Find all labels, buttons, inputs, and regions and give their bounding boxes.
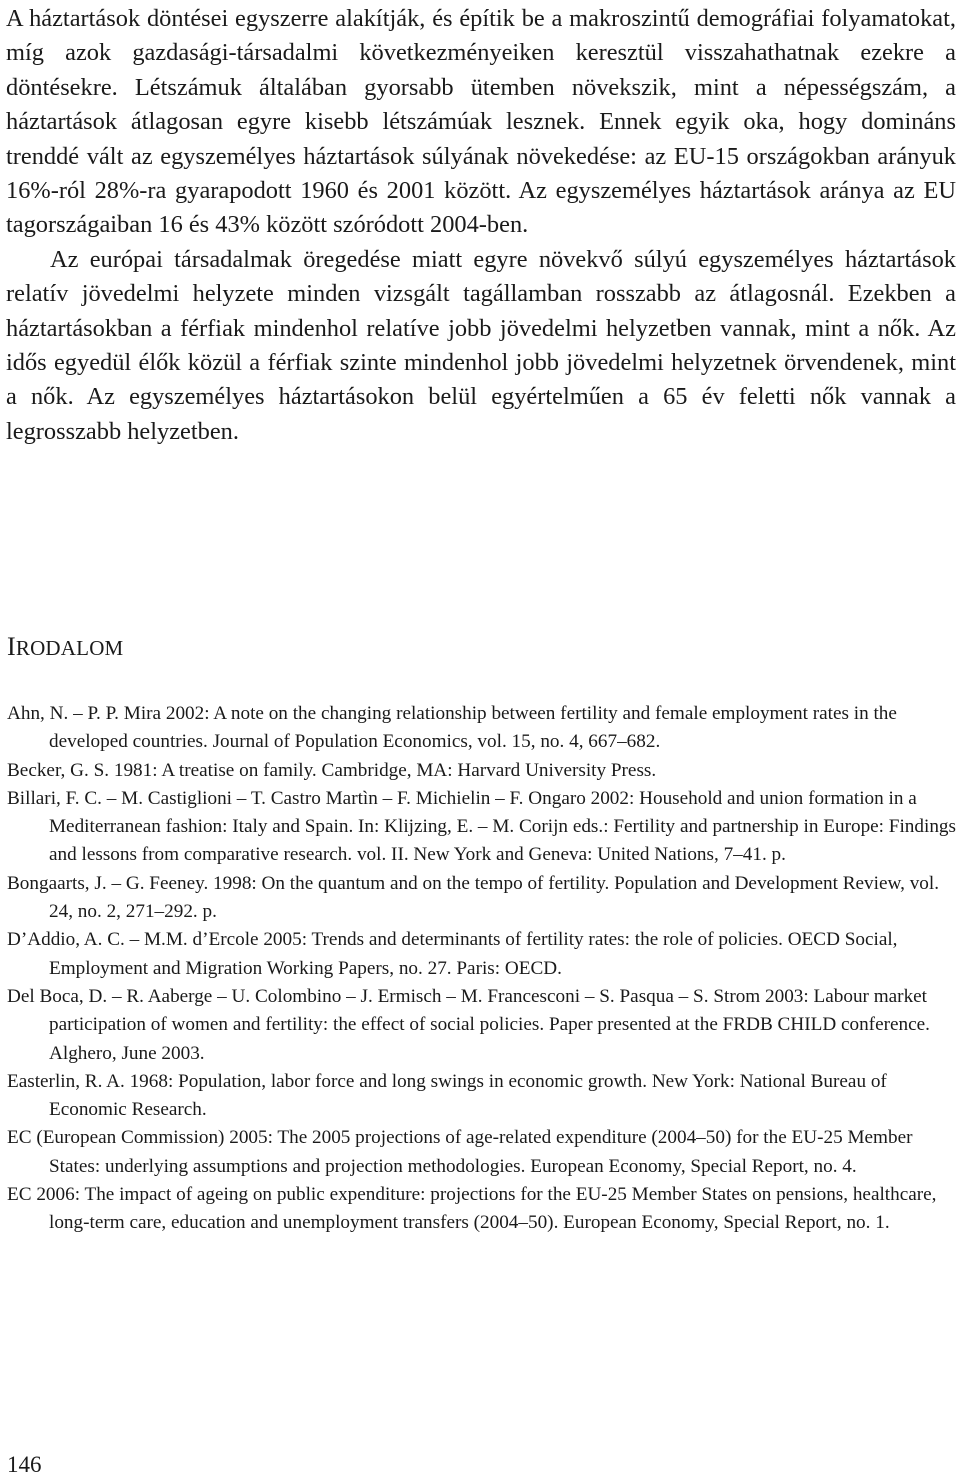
reference-item: Becker, G. S. 1981: A treatise on family. Cambridge, MA: Harvard University Press. <box>7 759 657 781</box>
reference-item: EC (European Commission) 2005: The 2005 projections of age-related expenditure (2004–50) for the EU-25 Member States: underlying assumptions and projection methodologies. European Economy, Special Report, no. 4. <box>7 1127 913 1177</box>
paragraph-ageing: Az európai társadalmak öregedése miatt egyre növekvő súlyú egyszemélyes háztartások relatív jövedelmi helyzete minden vizsgált tagállamban rosszabb az átlagosnál. Ezekben a háztartásokban a férfiak mindenhol relatíve jobb jövedelmi helyzetben vannak, mint a nők. Az idős egyedül élők közül a férfiak szinte mindenhol jobb jövedelmi helyzetnek örvendenek, mint a nők. Az egyszemélyes háztartásokon belül egyértelműen a 65 év feletti nők vannak a legrosszabb helyzetben. <box>6 245 956 445</box>
reference-item: Ahn, N. – P. P. Mira 2002: A note on the changing relationship between fertility and female employment rates in the developed countries. Journal of Population Economics, vol. 15, no. 4, 667–682. <box>7 703 897 753</box>
reference-item: Bongaarts, J. – G. Feeney. 1998: On the quantum and on the tempo of fertility. Population and Development Review, vol. 24, no. 2, 271–292. p. <box>7 872 940 923</box>
reference-item: EC 2006: The impact of ageing on public expenditure: projections for the EU-25 Member States on pensions, healthcare, long-term care, education and unemployment transfers (2004–50). European Economy, Special Report, no. 1. <box>7 1184 937 1234</box>
reference-item: Easterlin, R. A. 1968: Population, labor force and long swings in economic growth. New York: National Bureau of Economic Research. <box>7 1070 887 1121</box>
reference-item: Billari, F. C. – M. Castiglioni – T. Castro Martìn – F. Michielin – F. Ongaro 2002: Household and union formation in a Mediterranean fashion: Italy and Spain. In: Klijzing, E. – M. Corijn eds.: Fertility and partnership in Europe: Findings and lessons from comparative research. vol. II. New York and Geneva: United Nations, 7–41. p. <box>7 787 956 866</box>
heading-initial: I <box>7 632 16 661</box>
reference-item: D’Addio, A. C. – M.M. d’Ercole 2005: Trends and determinants of fertility rates: the role of policies. OECD Social, Employment and Migration Working Papers, no. 27. Paris: OECD. <box>7 929 898 979</box>
paragraph-households: A háztartások döntései egyszerre alakítják, és építik be a makroszintű demográfiai folyamatokat, míg azok gazdasági-társadalmi következményeiken keresztül visszahathatnak ezekre a döntésekre. Létszámuk általában gyorsabb ütemben növekszik, mint a népességszám, a háztartások átlagosan egyre kisebb létszámúak lesznek. Ennek egyik oka, hogy domináns trenddé vált az egyszemélyes háztartások súlyának növekedése: az EU-15 országokban arányuk 16%-ról 28%-ra gyarapodott 1960 és 2001 között. Az egyszemélyes háztartások aránya az EU tagországaiban 16 és 43% között szóródott 2004-ben. <box>6 5 956 239</box>
body-text <box>6 2 956 449</box>
heading-rest: RODALOM <box>15 636 124 660</box>
reference-item: Del Boca, D. – R. Aaberge – U. Colombino – J. Ermisch – M. Francesconi – S. Pasqua – S. Strom 2003: Labour market participation of women and fertility: the effect of social policies. Paper presented at the FRDB CHILD conference. Alghero, June 2003. <box>7 985 930 1064</box>
reference-list <box>7 700 957 1238</box>
section-heading-references <box>7 632 123 662</box>
page-number: 146 <box>7 1452 42 1477</box>
